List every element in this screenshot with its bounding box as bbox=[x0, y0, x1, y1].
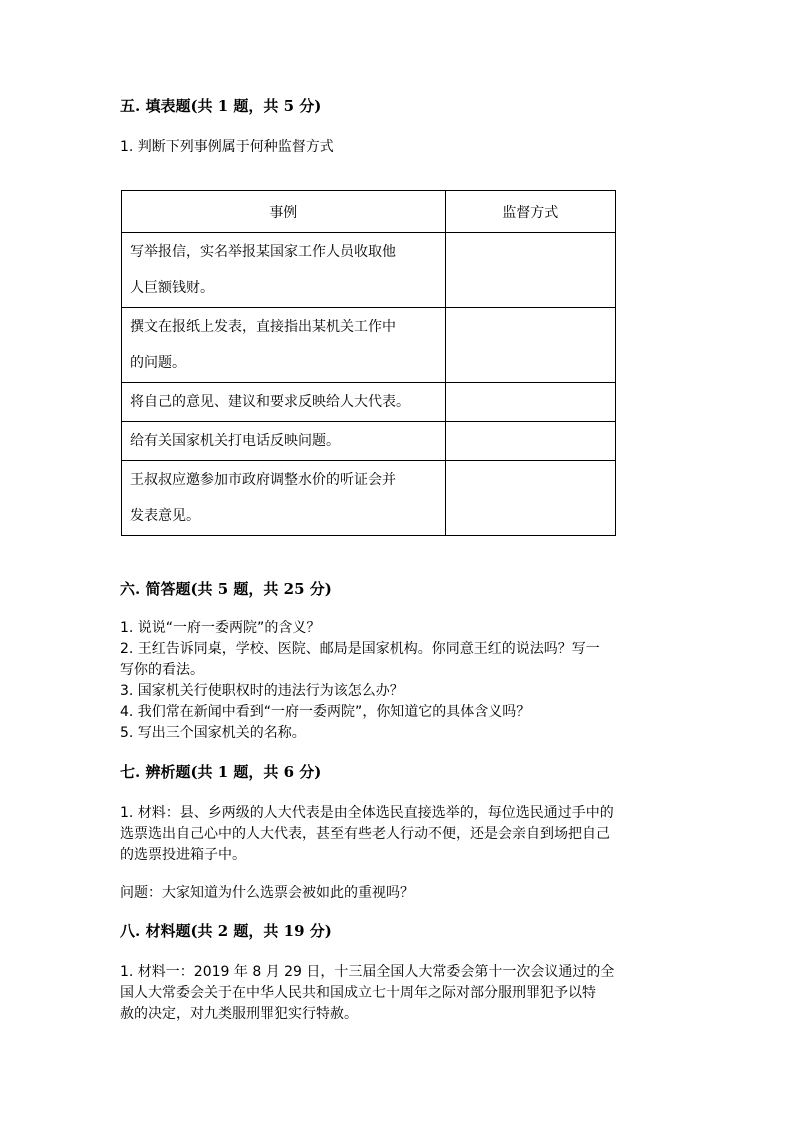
section8-material-line: 赦的决定，对九类服刑罪犯实行特赦。 bbox=[120, 1006, 358, 1022]
table-row bbox=[122, 383, 616, 422]
supervision-table bbox=[121, 190, 616, 536]
answer-cell[interactable] bbox=[445, 422, 615, 461]
section6-heading: 六. 简答题(共 5 题，共 25 分) bbox=[120, 580, 332, 598]
section6-line: 2. 王红告诉同桌，学校、医院、邮局是国家机构。你同意王红的说法吗？写一 bbox=[120, 641, 600, 657]
section6-line: 5. 写出三个国家机关的名称。 bbox=[120, 725, 306, 741]
case-line: 将自己的意见、建议和要求反映给人大代表。 bbox=[130, 394, 410, 410]
case-line: 写举报信，实名举报某国家工作人员收取他 bbox=[130, 244, 396, 260]
answer-cell[interactable] bbox=[445, 461, 615, 536]
case-line: 人巨额钱财。 bbox=[130, 280, 214, 296]
case-line: 发表意见。 bbox=[130, 508, 200, 524]
case-cell bbox=[122, 461, 446, 536]
section5-question: 1. 判断下列事例属于何种监督方式 bbox=[120, 139, 334, 155]
case-line: 王叔叔应邀参加市政府调整水价的听证会并 bbox=[130, 472, 396, 488]
section8-material-line: 国人大常委会关于在中华人民共和国成立七十周年之际对部分服刑罪犯予以特 bbox=[120, 985, 596, 1001]
section5-heading: 五. 填表题(共 1 题，共 5 分) bbox=[120, 97, 322, 115]
case-line: 给有关国家机关打电话反映问题。 bbox=[130, 433, 340, 449]
header-case: 事例 bbox=[122, 191, 446, 233]
section7-heading: 七. 辨析题(共 1 题，共 6 分) bbox=[120, 763, 322, 781]
case-cell bbox=[122, 308, 446, 383]
table-row bbox=[122, 233, 616, 308]
section6-line: 写你的看法。 bbox=[120, 662, 204, 678]
answer-cell[interactable] bbox=[445, 233, 615, 308]
section7-material-line: 1. 材料：县、乡两级的人大代表是由全体选民直接选举的，每位选民通过手中的 bbox=[120, 805, 614, 821]
section6-line: 3. 国家机关行使职权时的违法行为该怎么办？ bbox=[120, 683, 404, 699]
section6-line: 4. 我们常在新闻中看到“一府一委两院”，你知道它的具体含义吗？ bbox=[120, 704, 531, 720]
case-cell bbox=[122, 422, 446, 461]
case-line: 的问题。 bbox=[130, 355, 186, 371]
answer-cell[interactable] bbox=[445, 308, 615, 383]
table-row bbox=[122, 422, 616, 461]
answer-cell[interactable] bbox=[445, 383, 615, 422]
section8-material-line: 1. 材料一：2019 年 8 月 29 日，十三届全国人大常委会第十一次会议通过的全 bbox=[120, 964, 615, 980]
case-cell bbox=[122, 383, 446, 422]
section8-heading: 八. 材料题(共 2 题，共 19 分) bbox=[120, 922, 332, 940]
section6-line: 1. 说说“一府一委两院”的含义？ bbox=[120, 620, 321, 636]
header-method: 监督方式 bbox=[445, 191, 615, 233]
case-line: 撰文在报纸上发表，直接指出某机关工作中 bbox=[130, 319, 396, 335]
section7-material-line: 选票选出自己心中的人大代表，甚至有些老人行动不便，还是会亲自到场把自己 bbox=[120, 826, 610, 842]
table-row bbox=[122, 461, 616, 536]
table-row bbox=[122, 308, 616, 383]
case-cell bbox=[122, 233, 446, 308]
section7-material-line: 的选票投进箱子中。 bbox=[120, 847, 246, 863]
table-header-row bbox=[122, 191, 616, 233]
section7-question: 问题：大家知道为什么选票会被如此的重视吗？ bbox=[120, 885, 414, 901]
